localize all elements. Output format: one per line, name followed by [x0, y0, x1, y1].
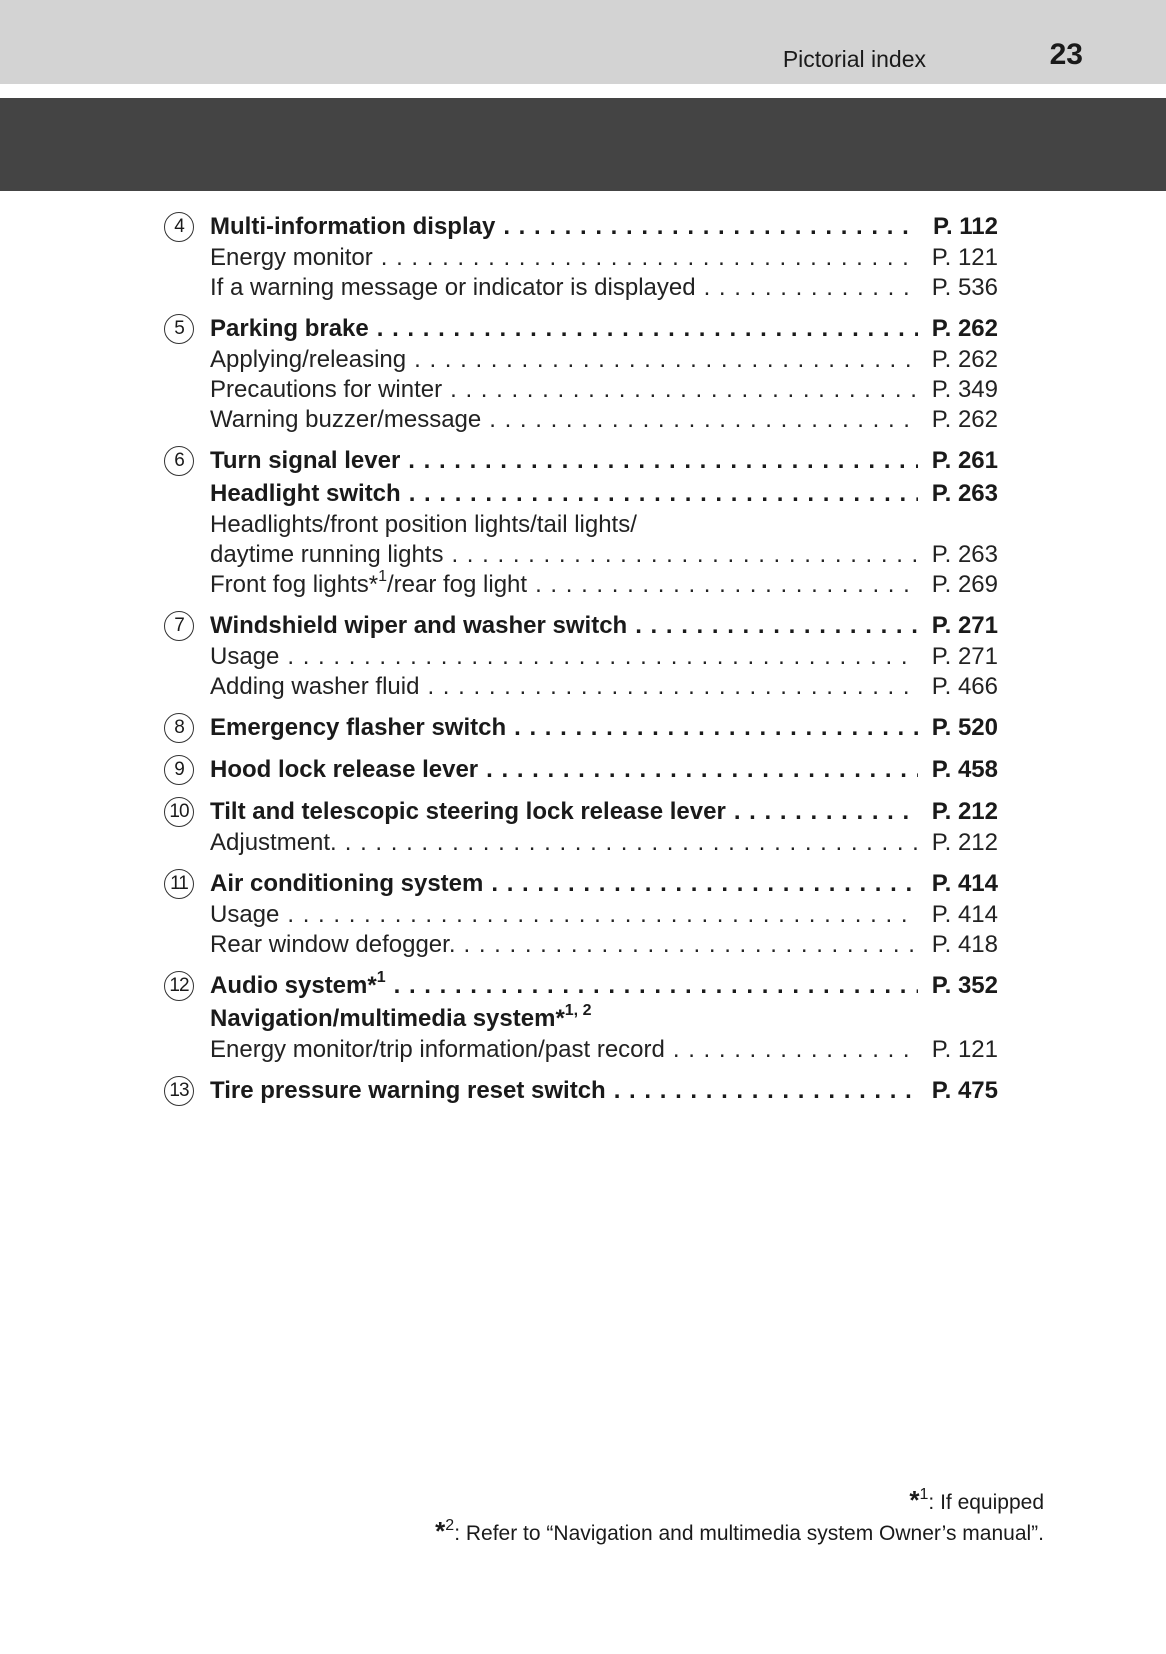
dot-leader [486, 753, 918, 786]
entry-title-text: daytime running lights [210, 541, 444, 568]
circled-number-marker: 13 [164, 1076, 194, 1106]
index-subentry [164, 243, 998, 273]
index-subentry [164, 405, 998, 435]
entry-title [210, 900, 279, 930]
dot-leader [451, 540, 918, 570]
entry-title-continued: /rear fog light [387, 571, 528, 598]
entry-title [210, 312, 369, 345]
page-reference[interactable]: P. 212 [931, 829, 998, 856]
header-band [0, 0, 1166, 84]
circled-number-marker: 9 [164, 755, 194, 785]
index-group [164, 1074, 998, 1107]
index-entry [164, 444, 998, 477]
entry-title [210, 1035, 665, 1065]
entry-title-text: If a warning message or indicator is displayed [210, 274, 696, 301]
page-reference[interactable]: P. 121 [931, 244, 998, 271]
entry-title-text: Parking brake [210, 315, 369, 342]
circled-number-marker: 10 [164, 797, 194, 827]
footnote-text: : If equipped [928, 1491, 1044, 1514]
footnote-number: 1 [919, 1486, 929, 1503]
page-reference[interactable]: P. 269 [931, 571, 998, 598]
dot-leader [614, 1074, 918, 1107]
entry-title-text: Tire pressure warning reset switch [210, 1077, 606, 1104]
index-entry [164, 312, 998, 345]
entry-title [210, 867, 483, 900]
index-group [164, 795, 998, 858]
entry-title-text: Usage [210, 643, 280, 670]
footnote-text: : Refer to “Navigation and multimedia system Owner’s manual”. [454, 1522, 1044, 1545]
page-reference[interactable]: P. 112 [933, 213, 998, 240]
entry-title [210, 273, 696, 303]
circled-number-marker: 12 [164, 971, 194, 1001]
entry-title-text: Tilt and telescopic steering lock release lever [210, 798, 726, 825]
footnote-ref: 1 [378, 568, 387, 585]
page-reference[interactable]: P. 212 [931, 798, 998, 825]
page-reference[interactable]: P. 262 [931, 315, 998, 342]
entry-title-text: Usage [210, 901, 280, 928]
entry-title [210, 609, 627, 642]
dot-leader [673, 1035, 918, 1065]
footnote-number: 2 [445, 1517, 455, 1534]
entry-title-text: Warning buzzer/message [210, 406, 482, 433]
footnote-star: * [909, 1485, 920, 1515]
circled-number-marker: 5 [164, 314, 194, 344]
index-subentry [164, 1035, 998, 1065]
index-subentry [164, 540, 998, 570]
entry-title [210, 1074, 606, 1107]
page-reference[interactable]: P. 458 [931, 756, 998, 783]
circled-number-marker: 6 [164, 446, 194, 476]
footnote-star: * [368, 571, 379, 598]
footnote-star: * [555, 1005, 565, 1032]
index-entry [164, 609, 998, 642]
page-reference[interactable]: P. 262 [931, 346, 998, 373]
dot-leader [450, 375, 918, 405]
dot-leader [377, 312, 918, 345]
dot-leader [635, 609, 918, 642]
entry-title [210, 828, 337, 858]
index-entry [164, 477, 998, 510]
footnote-star: * [435, 1516, 446, 1546]
entry-title-text: Energy monitor [210, 244, 373, 271]
circled-number-marker: 7 [164, 611, 194, 641]
dot-leader [409, 477, 918, 510]
dot-leader [287, 900, 918, 930]
entry-title [210, 477, 401, 510]
dot-leader [734, 795, 918, 828]
entry-title-text: Front fog lights [210, 571, 369, 598]
index-subentry [164, 375, 998, 405]
pictorial-index-list [164, 210, 998, 1116]
circled-number-marker: 4 [164, 212, 194, 242]
dot-leader [287, 642, 918, 672]
dot-leader [414, 345, 918, 375]
page-reference[interactable]: P. 414 [931, 870, 998, 897]
dot-leader [394, 969, 918, 1002]
dot-leader [503, 210, 918, 243]
entry-title-text: Windshield wiper and washer switch [210, 612, 628, 639]
entry-title-text: Air conditioning system [210, 870, 484, 897]
footnote-ref: 1 [376, 969, 386, 986]
dot-leader [463, 930, 918, 960]
index-entry [164, 210, 998, 243]
entry-title-text: Headlights/front position lights/tail lights/ [210, 511, 637, 538]
entry-title-text: Hood lock release lever [210, 756, 479, 783]
page-reference[interactable]: P. 349 [931, 376, 998, 403]
index-subentry [164, 828, 998, 858]
entry-title [210, 243, 373, 273]
entry-title [210, 969, 386, 1002]
page-reference[interactable]: P. 261 [931, 447, 998, 474]
entry-title-text: Adjustment. [210, 829, 337, 856]
index-entry [164, 753, 998, 786]
dot-leader [408, 444, 918, 477]
index-entry [164, 795, 998, 828]
index-group [164, 210, 998, 303]
entry-title-text: Multi-information display [210, 213, 496, 240]
footnote-ref: 1, 2 [564, 1002, 592, 1019]
dot-leader [704, 273, 918, 303]
entry-title-text: Precautions for winter [210, 376, 443, 403]
index-subentry [164, 510, 998, 540]
page-reference[interactable]: P. 466 [931, 673, 998, 700]
footnote [435, 1516, 1044, 1547]
entry-title [210, 1002, 591, 1035]
index-subentry [164, 345, 998, 375]
index-entry [164, 711, 998, 744]
page-number: 23 [1049, 38, 1083, 71]
entry-title [210, 405, 481, 435]
footnote-star: * [367, 972, 377, 999]
entry-title-text: Navigation/multimedia system [210, 1005, 556, 1032]
index-group [164, 867, 998, 960]
footnotes [435, 1485, 1044, 1547]
section-title: Pictorial index [782, 46, 926, 72]
entry-title-text: Emergency flasher switch [210, 714, 507, 741]
circled-number-marker: 8 [164, 713, 194, 743]
entry-title-text: Rear window defogger. [210, 931, 456, 958]
index-group [164, 312, 998, 435]
index-group [164, 444, 998, 600]
index-group [164, 711, 998, 744]
index-subentry [164, 900, 998, 930]
entry-title [210, 795, 726, 828]
index-group [164, 753, 998, 786]
entry-title [210, 672, 419, 702]
entry-title [210, 540, 443, 570]
index-subentry [164, 570, 998, 600]
entry-title-text: Adding washer fluid [210, 673, 420, 700]
index-subentry [164, 930, 998, 960]
page-reference[interactable]: P. 536 [931, 274, 998, 301]
index-entry [164, 1002, 998, 1035]
index-entry [164, 1074, 998, 1107]
chapter-banner [0, 98, 1166, 191]
page-reference[interactable]: P. 263 [931, 541, 998, 568]
entry-title [210, 570, 527, 600]
entry-title [210, 375, 442, 405]
entry-title [210, 210, 495, 243]
index-entry [164, 969, 998, 1002]
index-entry [164, 867, 998, 900]
dot-leader [427, 672, 918, 702]
page-reference[interactable]: P. 263 [931, 480, 998, 507]
entry-title-text: Applying/releasing [210, 346, 407, 373]
dot-leader [535, 570, 918, 600]
dot-leader [491, 867, 918, 900]
page-reference[interactable]: P. 121 [931, 1036, 998, 1063]
entry-title [210, 642, 279, 672]
dot-leader [345, 828, 918, 858]
page-reference[interactable]: P. 414 [931, 901, 998, 928]
page-reference[interactable]: P. 271 [931, 612, 998, 639]
page-reference[interactable]: P. 520 [931, 714, 998, 741]
circled-number-marker: 11 [164, 869, 194, 899]
index-group [164, 969, 998, 1065]
entry-title [210, 930, 455, 960]
entry-title-text: Turn signal lever [210, 447, 401, 474]
dot-leader [381, 243, 918, 273]
dot-leader [489, 405, 918, 435]
index-group [164, 609, 998, 702]
entry-title [210, 711, 506, 744]
entry-title-text: Headlight switch [210, 480, 401, 507]
entry-title [210, 444, 400, 477]
entry-title-text: Audio system [210, 972, 368, 999]
page-reference[interactable]: P. 418 [931, 931, 998, 958]
footnote [435, 1485, 1044, 1516]
entry-title [210, 753, 478, 786]
entry-title [210, 510, 637, 540]
index-subentry [164, 672, 998, 702]
page-reference[interactable]: P. 262 [931, 406, 998, 433]
entry-title-text: Energy monitor/trip information/past record [210, 1036, 665, 1063]
page-reference[interactable]: P. 352 [931, 972, 998, 999]
entry-title [210, 345, 406, 375]
page-reference[interactable]: P. 475 [931, 1077, 998, 1104]
index-subentry [164, 642, 998, 672]
page-reference[interactable]: P. 271 [931, 643, 998, 670]
dot-leader [514, 711, 918, 744]
index-subentry [164, 273, 998, 303]
